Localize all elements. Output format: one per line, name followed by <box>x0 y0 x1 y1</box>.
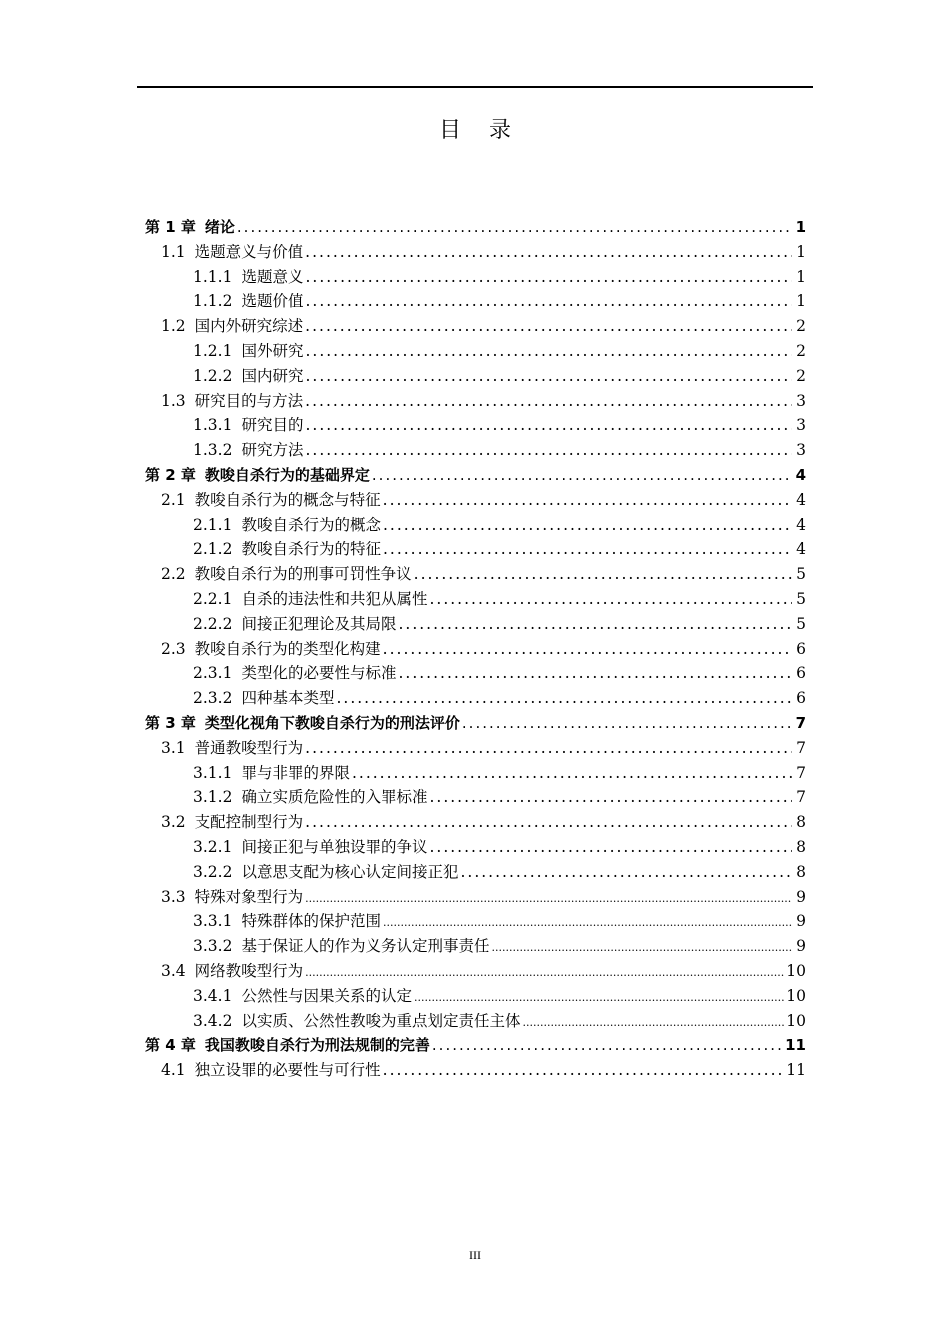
toc-entry-page: 5 <box>796 614 806 633</box>
table-of-contents <box>145 215 810 1083</box>
toc-leader-dots <box>352 761 792 786</box>
toc-leader-dots <box>383 488 792 513</box>
toc-entry-title: 类型化视角下教唆自杀行为的刑法评价 <box>204 713 460 732</box>
toc-leader-dots <box>383 637 792 662</box>
toc-entry-number: 1.1 <box>161 242 186 261</box>
toc-entry-title: 四种基本类型 <box>241 689 335 708</box>
toc-entry-page: 9 <box>796 912 806 931</box>
toc-entry-title: 公然性与因果关系的认定 <box>241 986 412 1005</box>
toc-entry-page: 4 <box>796 515 806 534</box>
toc-section-entry[interactable] <box>145 810 810 835</box>
toc-section-entry[interactable] <box>145 364 810 389</box>
toc-leader-dots <box>305 810 792 835</box>
toc-entry-page: 6 <box>796 639 806 658</box>
toc-entry-number: 1.2.2 <box>193 366 233 385</box>
toc-entry-page: 1 <box>796 242 806 261</box>
toc-entry-title: 罪与非罪的界限 <box>241 763 350 782</box>
toc-entry-page: 2 <box>796 341 806 360</box>
toc-entry-number: 3.1 <box>161 738 186 757</box>
toc-entry-number: 第 3 章 <box>145 713 196 732</box>
toc-section-entry[interactable] <box>145 909 810 934</box>
toc-leader-dots <box>336 686 792 711</box>
toc-entry-title: 以实质、公然性教唆为重点划定责任主体 <box>241 1011 521 1030</box>
toc-leader-dots <box>305 339 792 364</box>
toc-entry-number: 3.1.1 <box>193 763 233 782</box>
toc-entry-number: 3.3.2 <box>193 937 233 956</box>
toc-entry-title: 国外研究 <box>241 341 304 360</box>
toc-title <box>0 116 950 146</box>
toc-entry-number: 1.1.2 <box>193 292 233 311</box>
toc-entry-title: 确立实质危险性的入罪标准 <box>241 788 428 807</box>
toc-section-entry[interactable] <box>145 240 810 265</box>
toc-section-entry[interactable] <box>145 612 810 637</box>
toc-chapter-entry[interactable] <box>145 711 810 736</box>
toc-entry-title: 类型化的必要性与标准 <box>241 664 397 683</box>
toc-entry-number: 2.1 <box>161 490 186 509</box>
toc-entry-number: 2.2.1 <box>193 589 233 608</box>
toc-leader-dots <box>383 513 792 538</box>
toc-entry-number: 3.2.2 <box>193 862 233 881</box>
toc-section-entry[interactable] <box>145 289 810 314</box>
toc-entry-number: 3.3 <box>161 887 186 906</box>
toc-entry-number: 1.2.1 <box>193 341 233 360</box>
toc-section-entry[interactable] <box>145 959 810 984</box>
toc-leader-dots <box>305 289 792 314</box>
toc-entry-title: 普通教唆型行为 <box>194 738 304 757</box>
toc-section-entry[interactable] <box>145 885 810 910</box>
toc-entry-title: 教唆自杀行为的特征 <box>241 540 381 559</box>
toc-entry-page: 3 <box>796 391 806 410</box>
toc-leader-dots <box>398 661 792 686</box>
toc-entry-title: 独立设罪的必要性与可行性 <box>194 1061 381 1080</box>
toc-entry-title: 间接正犯理论及其局限 <box>241 614 397 633</box>
toc-entry-page: 4 <box>796 490 806 509</box>
page-number: III <box>469 1248 481 1262</box>
toc-leader-dots <box>305 887 792 912</box>
toc-leader-dots <box>383 911 792 936</box>
toc-entry-title: 教唆自杀行为的类型化构建 <box>194 639 381 658</box>
header-rule <box>137 86 813 88</box>
toc-entry-number: 3.4.2 <box>193 1011 233 1030</box>
toc-entry-page: 3 <box>796 416 806 435</box>
toc-entry-number: 1.3.1 <box>193 416 233 435</box>
toc-section-entry[interactable] <box>145 339 810 364</box>
toc-entry-title: 基于保证人的作为义务认定刑事责任 <box>241 937 490 956</box>
toc-entry-title: 教唆自杀行为的概念与特征 <box>194 490 381 509</box>
toc-entry-number: 3.2.1 <box>193 837 233 856</box>
toc-title-char-2: 录 <box>489 118 512 143</box>
toc-entry-page: 6 <box>796 689 806 708</box>
toc-leader-dots <box>237 215 792 240</box>
toc-entry-page: 10 <box>786 961 806 980</box>
toc-section-entry[interactable] <box>145 587 810 612</box>
toc-entry-page: 7 <box>796 738 806 757</box>
toc-section-entry[interactable] <box>145 438 810 463</box>
toc-entry-title: 间接正犯与单独设罪的争议 <box>241 837 428 856</box>
toc-section-entry[interactable] <box>145 265 810 290</box>
toc-leader-dots <box>305 240 792 265</box>
toc-leader-dots <box>372 463 792 488</box>
toc-entry-number: 第 2 章 <box>145 465 196 484</box>
toc-entry-title: 选题价值 <box>241 292 304 311</box>
toc-section-entry[interactable] <box>145 835 810 860</box>
toc-section-entry[interactable] <box>145 860 810 885</box>
toc-section-entry[interactable] <box>145 984 810 1009</box>
toc-section-entry[interactable] <box>145 785 810 810</box>
toc-entry-page: 6 <box>796 664 806 683</box>
toc-entry-page: 10 <box>786 986 806 1005</box>
toc-entry-page: 1 <box>795 218 806 236</box>
toc-section-entry[interactable] <box>145 1058 810 1083</box>
toc-section-entry[interactable] <box>145 537 810 562</box>
toc-entry-title: 选题意义 <box>241 267 304 286</box>
toc-leader-dots <box>460 860 792 885</box>
toc-leader-dots <box>305 364 792 389</box>
toc-leader-dots <box>383 537 792 562</box>
toc-entry-page: 3 <box>796 441 806 460</box>
toc-entry-number: 1.3.2 <box>193 441 233 460</box>
toc-entry-title: 教唆自杀行为的概念 <box>241 515 381 534</box>
toc-entry-page: 1 <box>796 267 806 286</box>
toc-entry-title: 国内研究 <box>241 366 304 385</box>
toc-entry-number: 3.4 <box>161 961 186 980</box>
toc-entry-page: 2 <box>796 317 806 336</box>
toc-entry-page: 11 <box>786 1061 806 1080</box>
toc-entry-number: 2.3.2 <box>193 689 233 708</box>
toc-entry-number: 2.3 <box>161 639 186 658</box>
toc-leader-dots <box>429 587 792 612</box>
toc-entry-number: 3.4.1 <box>193 986 233 1005</box>
toc-section-entry[interactable] <box>145 513 810 538</box>
toc-entry-page: 8 <box>796 837 806 856</box>
toc-entry-number: 1.3 <box>161 391 186 410</box>
toc-entry-page: 9 <box>796 937 806 956</box>
toc-section-entry[interactable] <box>145 1009 810 1034</box>
toc-section-entry[interactable] <box>145 686 810 711</box>
toc-entry-page: 8 <box>796 862 806 881</box>
toc-entry-title: 自杀的违法性和共犯从属性 <box>241 589 428 608</box>
toc-entry-page: 5 <box>796 565 806 584</box>
toc-entry-title: 支配控制型行为 <box>194 813 304 832</box>
toc-leader-dots <box>305 265 792 290</box>
toc-entry-title: 研究方法 <box>241 441 304 460</box>
toc-entry-page: 4 <box>796 540 806 559</box>
toc-entry-page: 11 <box>785 1036 806 1055</box>
toc-entry-number: 第 1 章 <box>145 218 196 236</box>
toc-leader-dots <box>305 736 792 761</box>
toc-section-entry[interactable] <box>145 314 810 339</box>
toc-entry-page: 4 <box>795 465 806 484</box>
toc-leader-dots <box>305 438 792 463</box>
toc-leader-dots <box>429 785 792 810</box>
toc-entry-page: 7 <box>795 713 806 732</box>
toc-entry-title: 选题意义与价值 <box>194 242 304 261</box>
toc-leader-dots <box>383 1058 785 1083</box>
toc-section-entry[interactable] <box>145 934 810 959</box>
toc-entry-title: 特殊对象型行为 <box>194 887 304 906</box>
toc-section-entry[interactable] <box>145 413 810 438</box>
toc-entry-title: 教唆自杀行为的刑事可罚性争议 <box>194 565 412 584</box>
toc-entry-title: 研究目的 <box>241 416 304 435</box>
toc-leader-dots <box>414 986 784 1011</box>
toc-section-entry[interactable] <box>145 661 810 686</box>
toc-entry-title: 特殊群体的保护范围 <box>241 912 381 931</box>
toc-entry-title: 教唆自杀行为的基础界定 <box>204 465 370 484</box>
toc-leader-dots <box>522 1011 784 1036</box>
toc-entry-number: 第 4 章 <box>145 1036 196 1055</box>
toc-entry-number: 2.1.1 <box>193 515 233 534</box>
toc-entry-number: 1.2 <box>161 317 186 336</box>
toc-chapter-entry[interactable] <box>145 215 810 240</box>
toc-entry-page: 7 <box>796 763 806 782</box>
toc-entry-title: 研究目的与方法 <box>194 391 304 410</box>
toc-section-entry[interactable] <box>145 562 810 587</box>
toc-section-entry[interactable] <box>145 761 810 786</box>
toc-entry-number: 1.1.1 <box>193 267 233 286</box>
toc-entry-page: 10 <box>786 1011 806 1030</box>
toc-leader-dots <box>305 314 792 339</box>
toc-entry-title: 网络教唆型行为 <box>194 961 304 980</box>
toc-leader-dots <box>398 612 792 637</box>
toc-entry-title: 国内外研究综述 <box>194 317 304 336</box>
toc-entry-number: 2.1.2 <box>193 540 233 559</box>
toc-entry-page: 5 <box>796 589 806 608</box>
toc-entry-number: 2.2 <box>161 565 186 584</box>
toc-entry-title: 绪论 <box>204 218 235 236</box>
toc-entry-number: 3.3.1 <box>193 912 233 931</box>
toc-entry-title: 以意思支配为核心认定间接正犯 <box>241 862 459 881</box>
toc-entry-number: 2.2.2 <box>193 614 233 633</box>
toc-leader-dots <box>429 835 792 860</box>
toc-leader-dots <box>305 961 784 986</box>
toc-leader-dots <box>462 711 792 736</box>
toc-title-char-1: 目 <box>438 118 461 143</box>
toc-entry-number: 4.1 <box>161 1061 186 1080</box>
toc-entry-number: 3.1.2 <box>193 788 233 807</box>
toc-entry-number: 3.2 <box>161 813 186 832</box>
toc-entry-page: 9 <box>796 887 806 906</box>
toc-chapter-entry[interactable] <box>145 463 810 488</box>
toc-section-entry[interactable] <box>145 637 810 662</box>
toc-leader-dots <box>414 562 792 587</box>
toc-section-entry[interactable] <box>145 736 810 761</box>
toc-entry-page: 8 <box>796 813 806 832</box>
toc-chapter-entry[interactable] <box>145 1033 810 1058</box>
toc-entry-title: 我国教唆自杀行为刑法规制的完善 <box>204 1036 430 1055</box>
toc-entry-page: 2 <box>796 366 806 385</box>
toc-leader-dots <box>305 413 792 438</box>
toc-section-entry[interactable] <box>145 488 810 513</box>
toc-leader-dots <box>432 1033 783 1058</box>
toc-leader-dots <box>305 389 792 414</box>
toc-entry-page: 7 <box>796 788 806 807</box>
toc-section-entry[interactable] <box>145 389 810 414</box>
toc-entry-page: 1 <box>796 292 806 311</box>
toc-entry-number: 2.3.1 <box>193 664 233 683</box>
toc-leader-dots <box>491 936 792 961</box>
